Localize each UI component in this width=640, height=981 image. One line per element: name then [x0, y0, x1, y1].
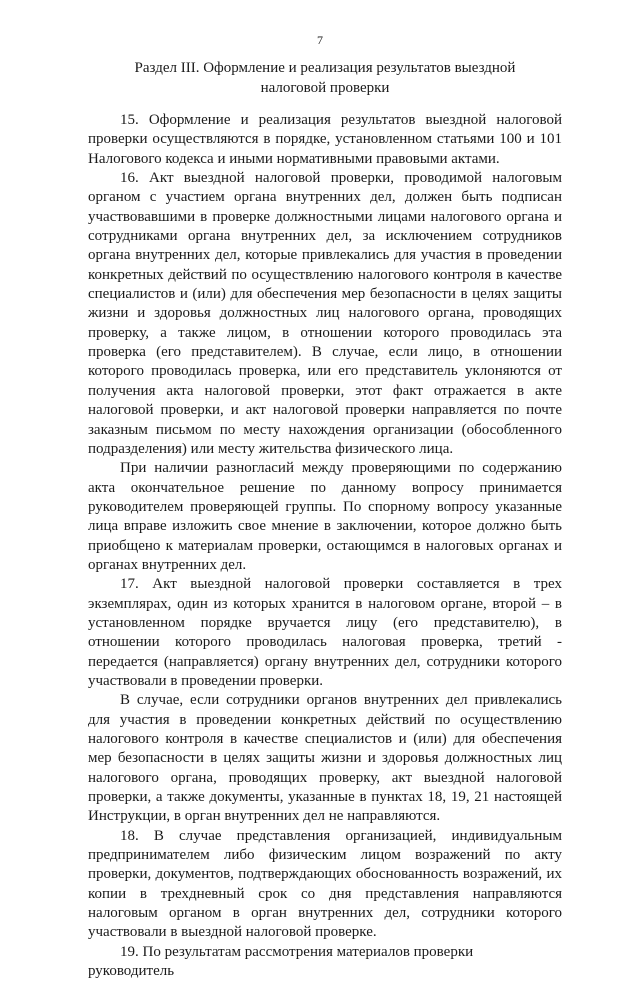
page-number: 7	[317, 33, 323, 47]
paragraph-16-disagreements: При наличии разногласий между проверяющими по содержанию акта окончательное решение по данному вопросу принимается руководителем проверяющей группы. По спорному вопросу указанные лица вправе изложить свое мнение в заключении, которое должно быть приобщено к материалам проверки, остающимся в налоговых органах и органах внутренних дел.	[88, 460, 562, 573]
paragraph-17: 17. Акт выездной налоговой проверки составляется в трех экземплярах, один из которых хранится в налоговом органе, второй – в установленном порядке вручается лицу (его представителю), в отношении которого проводилась налоговая проверка, третий - передается (направляется) органу внутренних дел, сотрудники которого участвовали в проведении проверки.	[88, 576, 562, 689]
body-text	[88, 111, 562, 981]
paragraph-17-exception: В случае, если сотрудники органов внутренних дел привлекались для участия в проведении конкретных действий по осуществлению налогового контроля в качестве специалистов и (или) для обеспечения мер безопасности в целях защиты жизни и здоровья должностных лиц налогового органа, проводящих проверку, акт выездной налоговой проверки, а также документы, указанные в пунктах 18, 19, 21 настоящей Инструкции, в орган внутренних дел не направляются.	[88, 692, 562, 825]
paragraph-16: 16. Акт выездной налоговой проверки, проводимой налоговым органом с участием органа внутренних дел, должен быть подписан участвовавшими в проверке должностными лицами налогового органа и сотрудниками органа внутренних дел, за исключением сотрудников органа внутренних дел, которые привлекались для участия в проведении конкретных действий по осуществлению налогового контроля в качестве специалистов и (или) для обеспечения мер безопасности в целях защиты жизни и здоровья должностных лиц налогового органа, проводящих проверку, а также лицом, в отношении которого проводилась эта проверка (его представителем). В случае, если лицо, в отношении которого проводилась проверка, или его представитель уклоняются от получения акта налоговой проверки, этот факт отражается в акте налоговой проверки, и акт налоговой проверки направляется по почте заказным письмом по месту нахождения организации (обособленного подразделения) или месту жительства физического лица.	[88, 170, 562, 457]
paragraph-15: 15. Оформление и реализация результатов выездной налоговой проверки осуществляются в порядке, установленном статьями 100 и 101 Налогового кодекса и иными нормативными правовыми актами.	[88, 112, 562, 167]
paragraph-18: 18. В случае представления организацией, индивидуальным предпринимателем либо физическим лицом возражений по акту проверки, документов, подтверждающих обоснованность возражений, их копии в трехдневный срок со дня представления направляются налоговым органом в орган внутренних дел, сотрудники которого участвовали в выездной налоговой проверке.	[88, 827, 562, 941]
section-title: Раздел III. Оформление и реализация результатов выездной налоговой проверки	[134, 60, 516, 96]
paragraph-19: 19. По результатам рассмотрения материалов проверки руководитель	[88, 943, 474, 980]
